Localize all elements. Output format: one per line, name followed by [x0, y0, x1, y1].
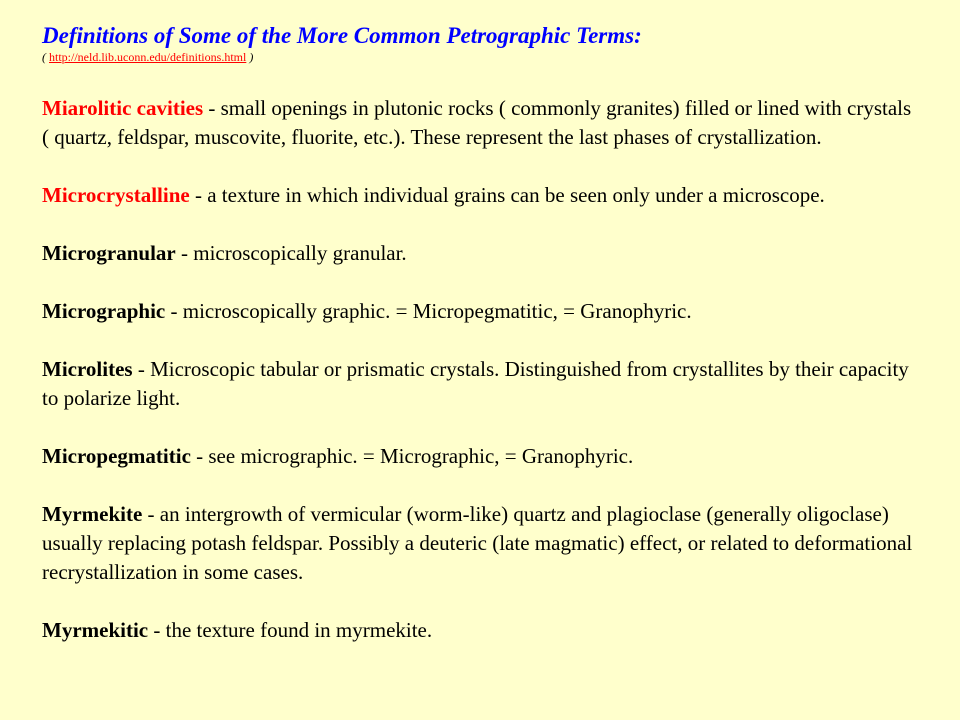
- definition-text: - small openings in plutonic rocks ( commonly granites) filled or lined with crystals ( quartz, feldspar, muscovite, fluorite, etc.). These represent the last phases of crystallization.: [42, 96, 912, 149]
- definition-entry: [42, 616, 920, 645]
- source-link[interactable]: http://neld.lib.uconn.edu/definitions.html: [49, 50, 247, 64]
- definition-term: Myrmekitic: [42, 618, 149, 642]
- definition-entry: [42, 442, 920, 471]
- source-open-paren: (: [42, 50, 49, 64]
- definition-entry: [42, 355, 920, 413]
- definition-term: Microgranular: [42, 241, 176, 265]
- definition-entry: [42, 181, 920, 210]
- definition-list: [42, 94, 920, 645]
- source-citation: [42, 50, 920, 64]
- definition-entry: [42, 500, 920, 587]
- definition-text: - microscopically graphic. = Micropegmatitic, = Granophyric.: [165, 299, 692, 323]
- page-title: Definitions of Some of the More Common Petrographic Terms:: [42, 23, 642, 48]
- definition-entry: [42, 297, 920, 326]
- definition-entry: [42, 239, 920, 268]
- definition-text: - an intergrowth of vermicular (worm-like) quartz and plagioclase (generally oligoclase) usually replacing potash feldspar. Possibly a deuteric (late magmatic) effect, or related to deformational recrystallization in some cases.: [42, 502, 913, 584]
- definition-text: - Microscopic tabular or prismatic crystals. Distinguished from crystallites by their capacity to polarize light.: [42, 357, 909, 410]
- definition-term: Micropegmatitic: [42, 444, 191, 468]
- definition-term: Microlites: [42, 357, 133, 381]
- definition-term: Microcrystalline: [42, 183, 190, 207]
- definition-term: Miarolitic cavities: [42, 96, 204, 120]
- definition-text: - a texture in which individual grains can be seen only under a microscope.: [189, 183, 825, 207]
- source-close-paren: ): [246, 50, 254, 64]
- definition-text: - microscopically granular.: [175, 241, 407, 265]
- definition-text: - the texture found in myrmekite.: [148, 618, 433, 642]
- definition-text: - see micrographic. = Micrographic, = Granophyric.: [190, 444, 634, 468]
- definition-term: Micrographic: [42, 299, 166, 323]
- definition-entry: [42, 94, 920, 152]
- definition-term: Myrmekite: [42, 502, 143, 526]
